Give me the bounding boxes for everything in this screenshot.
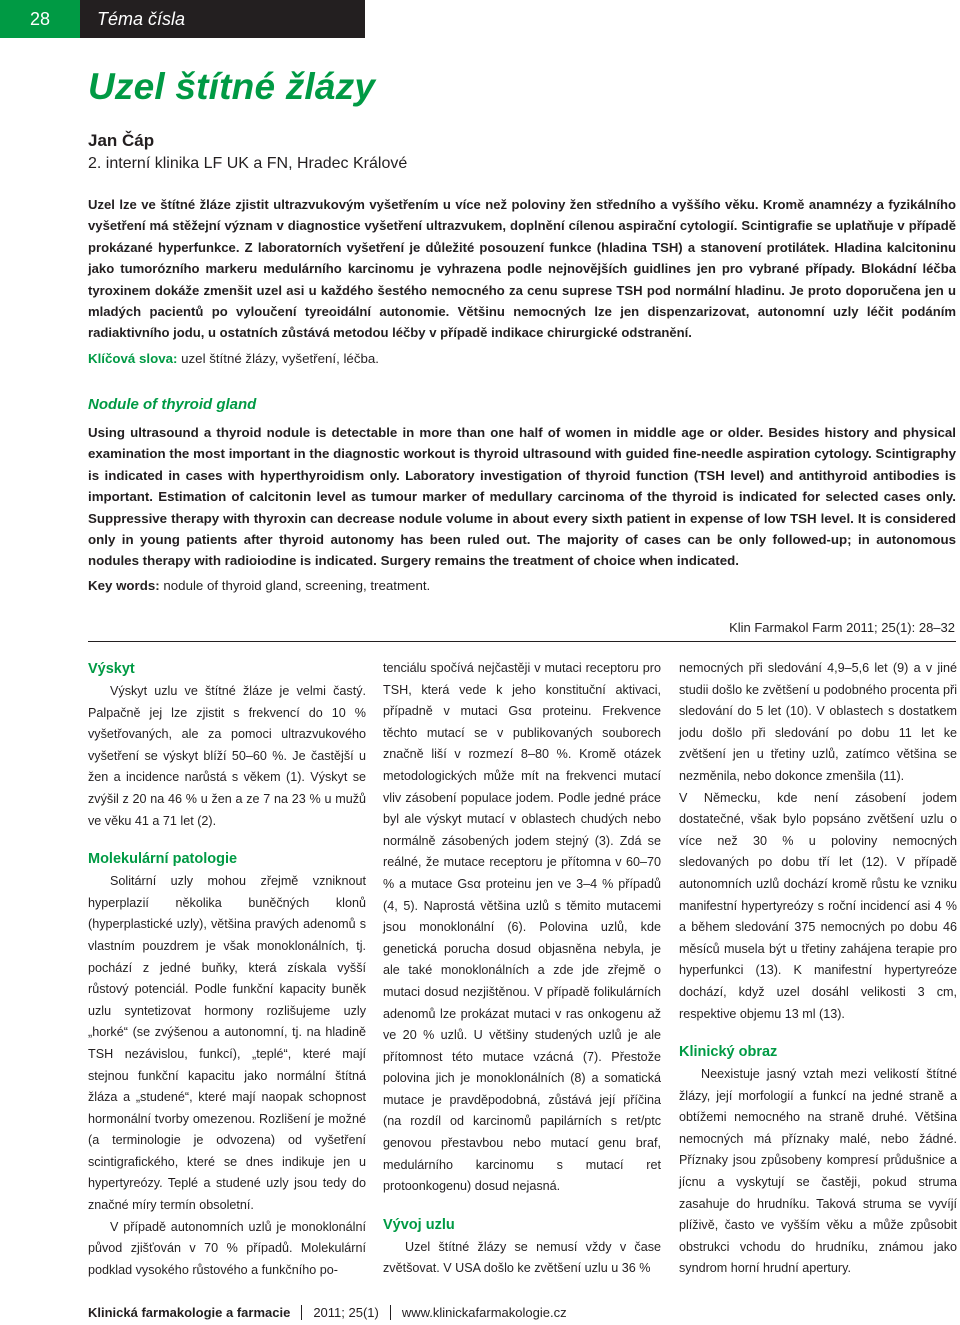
column-2 bbox=[383, 658, 661, 1280]
journal-issue: 2011; 25(1) bbox=[313, 1305, 379, 1320]
column-1 bbox=[88, 658, 366, 1281]
paragraph: Uzel štítné žlázy se nemusí vždy v čase zvětšovat. V USA došlo ke zvětšení uzlu u 36 % bbox=[383, 1239, 661, 1276]
author: Jan Čáp bbox=[88, 131, 155, 150]
article-title: Uzel štítné žlázy bbox=[88, 66, 376, 107]
section-label: Téma čísla bbox=[80, 0, 365, 38]
affiliation: 2. interní klinika LF UK a FN, Hradec Králové bbox=[88, 155, 408, 172]
page-header bbox=[0, 0, 365, 38]
paragraph: V případě autonomních uzlů je monoklonální původ zjišťován v 70 % případů. Molekulární podklad vysokého růstového a funkčního po- bbox=[88, 1219, 366, 1277]
keywords-cz-label: Klíčová slova: bbox=[88, 351, 178, 366]
paragraph: tenciálu spočívá nejčastěji v mutaci receptoru pro TSH, která vede k jeho konstituční aktivaci, případně v mutaci Gsα proteinu. Frekvence těchto mutací se v publikovaných souborech značně liší v rozmezí 8–80 %. Kromě otázek metodologických může mít na frekvenci mutací vliv zásobení populace jodem. Podle jedné práce byl ale výskyt mutací v oblastech chudých nebo normálně zásobených jodem stejný (3). Zdá se reálné, že mutace receptoru je přítomna v 60–70 % a mutace Gsα proteinu jen ve 3–4 % případů (4, 5). Naprostá většina uzlů s těmito mutacemi jsou monoklonální (6). Polovina uzlů, kde genetická porucha dosud objasněna nebyla, je ale také monoklonálních a zde jde zřejmě o mutaci dosud nezjištěnou. V případě folikulárních adenomů lze prokázat mutaci v ras onkogenu až ve 20 % uzlů. U většiny studených uzlů je ale přítomnost této mutace vzácná (7). Přestože polovina jich je monoklonálních (8) a somatická mutace je pravděpodobná, zůstává její příčina (na rozdíl od karcinomů papilárních s ret/ptc genovou přestavbou nebo mutací genu braf, medulárního karcinomu s mutací ret protoonkogenu) dosud nejasná. bbox=[383, 661, 661, 1194]
keywords-en-label: Key words: bbox=[88, 578, 160, 593]
keywords-en bbox=[88, 578, 430, 593]
paragraph: Neexistuje jasný vztah mezi velikostí štítné žlázy, její morfologií a funkcí na jedné straně a obtížemi nemocného na straně druhé. Většina nemocných má příznaky malé, nebo žádné. Příznaky jsou způsobeny kompresí průdušnice a jícnu a vyskytují se častěji, pokud struma zasahuje do hrudníku. Taková struma se vyvíjí plíživě, často ve vyšším věku a může způsobit obstrukci vchodu do hrudníku, známou jako syndrom horní hrudní apertury. bbox=[679, 1067, 957, 1276]
heading-vyskyt: Výskyt bbox=[88, 661, 135, 677]
journal-name: Klinická farmakologie a farmacie bbox=[88, 1305, 291, 1320]
journal-url[interactable]: www.klinickafarmakologie.cz bbox=[401, 1305, 567, 1320]
paragraph: Výskyt uzlu ve štítné žláze je velmi častý. Palpačně jej lze zjistit s frekvencí do 10 % vyšetřovaných, ale za pomoci ultrazvukového vyšetření se výskyt blíží 50–60 %. Je častější u žen a incidence narůstá s věkem (1). Výskyt se zvýšil z 20 na 46 % u žen a ze 7 na 23 % u mužů ve věku 41 a 71 let (2). bbox=[88, 684, 366, 828]
english-title: Nodule of thyroid gland bbox=[88, 396, 257, 413]
heading-vyvoj-uzlu: Vývoj uzlu bbox=[383, 1216, 455, 1233]
page-number: 28 bbox=[0, 0, 80, 38]
keywords-en-text: nodule of thyroid gland, screening, treatment. bbox=[159, 578, 431, 593]
keywords-cz bbox=[88, 351, 379, 366]
paragraph: Solitární uzly mohou zřejmě vzniknout hyperplazií několika buněčných klonů (hyperplastické uzly), většina pravých adenomů s vlastním pouzdrem je však monoklonálních, tj. pochází z jedné buňky, která získala vyšší růstový potenciál. Podle funkční kapacity buněk uzlu syntetizovat hormony rozlišujeme uzly „horké“ (se zvýšenou a autonomní, tj. na hladině TSH nezávislou, funkcí), „teplé“, které mají stejnou funkční kapacitu jako normální štítná žláza a „studené“, které mají naopak schopnost hormonální tvorby omezenou. Rozlišení je možné (a terminologie je odvozena) od vyšetření scintigrafického, které se dnes indikuje jen u hypertyreózy. Teplé a studené uzly jsou tedy do značné míry termín obsoletní. bbox=[88, 874, 366, 1213]
page-footer bbox=[88, 1305, 567, 1320]
footer-separator bbox=[301, 1305, 302, 1320]
keywords-cz-text: uzel štítné žlázy, vyšetření, léčba. bbox=[177, 351, 379, 366]
heading-molekularni-patologie: Molekulární patologie bbox=[88, 851, 238, 868]
column-3 bbox=[679, 658, 957, 1280]
heading-klinicky-obraz: Klinický obraz bbox=[679, 1044, 778, 1061]
abstract-cz: Uzel lze ve štítné žláze zjistit ultrazvukovým vyšetřením u více než poloviny žen středního a vyššího věku. Kromě anamnézy a fyzikálního vyšetření má stěžejní význam v diagnostice vyšetření ultrazvukem, doplnění cílenou aspirační cytologií. Scintigrafie se uplatňuje v případě prokázané hyperfunkce. Z laboratorních vyšetření je důležité posouzení funkce (hladina TSH) a stanovení protilátek. Hladina kalcitoninu jako tumorózního markeru medulárního karcinomu je vyhrazena podle nejnovějších guidlines jen pro vybrané případy. Blokádní léčba tyroxinem dokáže zmenšit uzel asi u každého šestého nemocného za cenu suprese TSH pod normální hladinu. Je proto doporučena jen u mladých pacientů po vyloučení tyreoidální autonomie. Většinu nemocných lze jen dispenzarizovat, autonomní uzly léčit podáním radiaktivního jodu, u ostatních zůstává metodou léčby v případě indikace chirurgické odstranění. bbox=[88, 197, 956, 341]
abstract-en: Using ultrasound a thyroid nodule is detectable in more than one half of women in middle age or older. Besides history and physical examination the most important in the diagnostic workout is thyroid ultrasound with guided fine-needle aspiration cytology. Scintigraphy is indicated in cases with hyperthyroidism only. Laboratory investigation of thyroid function (TSH level) and antithyroid antibodies is important. Estimation of calcitonin level as tumour marker of medullary carcinoma of the thyroid is indicated for selected cases only. Suppressive therapy with thyroxin can decrease nodule volume in about every sixth patient in expense of low TSH level. It is considered only in young patients after thyroid autonomy has been ruled out. The majority of cases can be only followed-up; in autonomous nodules therapy with radioiodine is indicated. Surgery remains the treatment of choice when indicated. bbox=[88, 425, 956, 569]
paragraph: nemocných při sledování 4,9–5,6 let (9) a v jiné studii došlo ke zvětšení u podobného procenta při sledování do 5 let (10). V oblastech s dostatkem jodu došlo při sledování po dobu 11 let ke zvětšení jen u třetiny uzlů, zatímco většina se nezměnila, nebo dokonce zmenšila (11). bbox=[679, 661, 957, 783]
divider bbox=[88, 641, 956, 642]
paragraph: V Německu, kde není zásobení jodem dostatečné, však bylo popsáno zvětšení uzlu o více než 30 % u poloviny nemocných sledovaných po dobu tří let (12). V případě autonomních uzlů dochází kromě růstu ke vzniku manifestní hypertyreózy s roční incidencí asi 4 % a během sledování 375 nemocných po dobu 46 měsíců musela být u třetiny zahájena terapie pro hyperfunkci (13). K manifestní hypertyreóze dochází, když uzel dosáhl velikosti 3 cm, respektive objemu 13 ml (13). bbox=[679, 790, 957, 1021]
citation: Klin Farmakol Farm 2011; 25(1): 28–32 bbox=[729, 620, 955, 635]
footer-separator bbox=[390, 1305, 391, 1320]
